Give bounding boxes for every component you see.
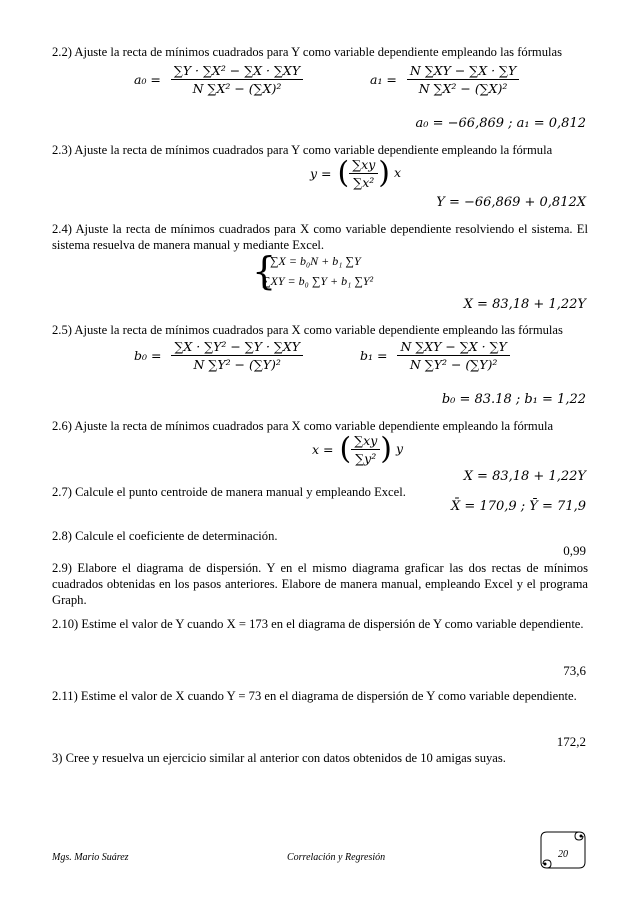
formula-b0-numerator: ∑X · ∑Y² − ∑Y · ∑XY xyxy=(171,339,303,356)
formula-x-lhs: x = xyxy=(312,442,334,457)
section-2-4-result: X = 83,18 + 1,22Y xyxy=(463,297,586,312)
section-2-11-text: 2.11) Estime el valor de X cuando Y = 73 en el diagrama de dispersión de Y como variable dependiente. xyxy=(52,689,577,703)
section-2-7-text: 2.7) Calcule el punto centroide de manera manual y empleando Excel. xyxy=(52,485,406,499)
formula-b0-denominator: N ∑Y² − (∑Y)² xyxy=(193,357,281,372)
formula-a1-lhs: a₁ = xyxy=(370,72,397,87)
system-brace: { xyxy=(252,249,277,293)
section-2-6-result: X = 83,18 + 1,22Y xyxy=(463,469,586,484)
formula-b1-denominator: N ∑Y² − (∑Y)² xyxy=(409,357,498,372)
formula-a1-fraction xyxy=(407,63,519,96)
section-2-7-result: X̄ = 170,9 ; Ȳ = 71,9 xyxy=(451,499,586,514)
formula-a0-lhs: a₀ = xyxy=(134,72,161,87)
formula-y-lhs: y = xyxy=(310,166,332,181)
section-2-3-result: Y = −66,869 + 0,812X xyxy=(436,195,586,210)
formula-y: y = ( $\frac{\sum xy}{\text{∑x²}}$ ) x xyxy=(310,155,402,191)
formula-b0-fraction xyxy=(171,339,303,372)
formula-y-denominator: ∑x² xyxy=(353,175,375,190)
section-2-2-text: 2.2) Ajuste la recta de mínimos cuadrados para Y como variable dependiente empleando las fórmulas xyxy=(52,45,562,59)
section-2-11-result: 172,2 xyxy=(556,734,586,749)
section-2-10-result: 73,6 xyxy=(563,663,586,678)
section-2-5-result: b₀ = 83.18 ; b₁ = 1,22 xyxy=(441,392,586,407)
section-3-text: 3) Cree y resuelva un ejercicio similar al anterior con datos obtenidos de 10 amigas suyas. xyxy=(52,751,506,765)
section-2-2-result: a₀ = −66,869 ; a₁ = 0,812 xyxy=(415,116,586,131)
formula-b1-lhs: b₁ = xyxy=(360,348,388,363)
section-2-5-text: 2.5) Ajuste la recta de mínimos cuadrados para X como variable dependiente empleando las fórmulas xyxy=(52,323,563,337)
formula-a0-denominator: N ∑X² − (∑X)² xyxy=(192,81,282,96)
formula-a1-numerator: N ∑XY − ∑X · ∑Y xyxy=(407,63,519,80)
formula-a1-denominator: N ∑X² − (∑X)² xyxy=(418,81,508,96)
formula-x-denominator: ∑y² xyxy=(355,451,377,466)
section-2-4-text: 2.4) Ajuste la recta de mínimos cuadrados para X como variable dependiente resolviendo el sistema. El sistema resuelva de manera manual y mediante Excel. xyxy=(52,222,588,252)
formula-x-fraction xyxy=(351,433,380,466)
section-2-6-text: 2.6) Ajuste la recta de mínimos cuadrados para X como variable dependiente empleando la fórmula xyxy=(52,419,554,433)
formula-x-numerator: ∑xy xyxy=(351,433,380,450)
formula-b1 xyxy=(360,339,510,372)
section-2-8-result: 0,99 xyxy=(563,543,586,558)
page-number: 20 xyxy=(558,849,568,860)
formula-x: x = ( $\frac{\sum xy}{\text{∑y²}}$ ) y xyxy=(312,431,404,467)
section-2-3-text: 2.3) Ajuste la recta de mínimos cuadrados para Y como variable dependiente empleando la fórmula xyxy=(52,143,553,157)
formula-b0 xyxy=(134,339,303,372)
footer-author: Mgs. Mario Suárez xyxy=(52,852,129,863)
system-equation-2: ∑XY = b₀ ∑Y + b₁ ∑Y² xyxy=(262,274,374,288)
formula-x-variable: y xyxy=(395,441,404,456)
formula-b1-fraction xyxy=(397,339,509,372)
formula-b0-lhs: b₀ = xyxy=(134,348,162,363)
formula-y-variable: x xyxy=(393,165,402,180)
section-2-9-text: 2.9) Elabore el diagrama de dispersión. Y en el mismo diagrama graficar las dos rectas de mínimos cuadrados obtenidas en los pasos anteriores. Elabore de manera manual, empleando Excel y el programa Graph. xyxy=(52,561,588,607)
formula-a0-fraction xyxy=(171,63,303,96)
formula-y-numerator: ∑xy xyxy=(349,157,378,174)
section-2-10-text: 2.10) Estime el valor de Y cuando X = 173 en el diagrama de dispersión de Y como variable dependiente. xyxy=(52,617,584,631)
footer-title: Correlación y Regresión xyxy=(287,852,386,863)
formula-y-fraction xyxy=(349,157,378,190)
system-equation-1: ∑X = b₀N + b₁ ∑Y xyxy=(270,254,361,268)
formula-a1 xyxy=(370,63,519,96)
section-2-8-text: 2.8) Calcule el coeficiente de determinación. xyxy=(52,529,278,543)
formula-b1-numerator: N ∑XY − ∑X · ∑Y xyxy=(397,339,509,356)
formula-a0-numerator: ∑Y · ∑X² − ∑X · ∑XY xyxy=(171,63,303,80)
formula-a0 xyxy=(134,63,303,96)
